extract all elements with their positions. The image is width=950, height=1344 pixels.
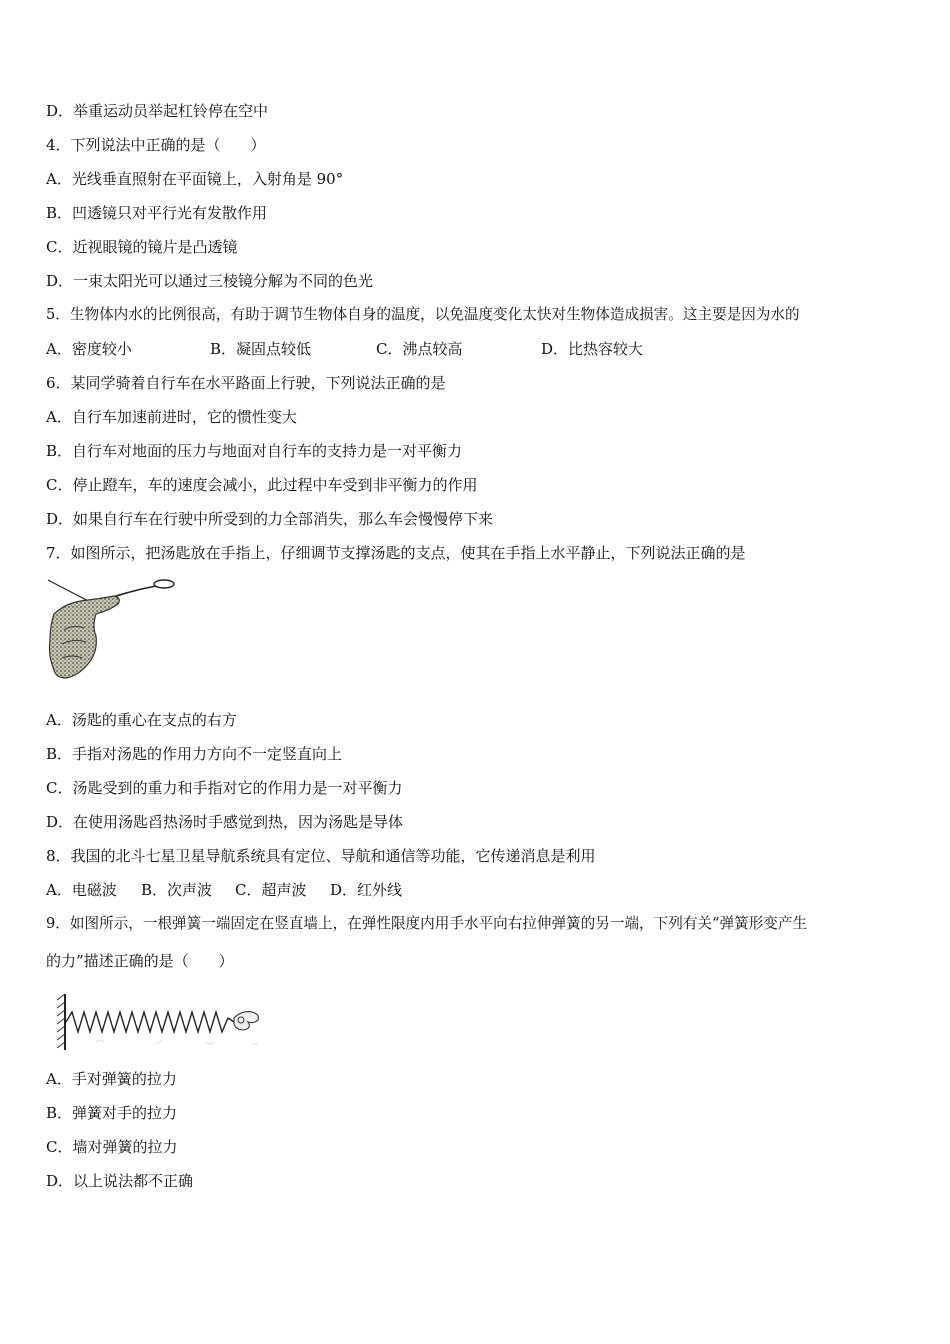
q4-option-c: C．近视眼镜的镜片是凸透镜	[46, 238, 238, 256]
q8-option-b: B．次声波	[141, 881, 213, 899]
q9-option-b: B．弹簧对手的拉力	[46, 1104, 178, 1122]
q8-option-d: D．红外线	[330, 881, 403, 899]
q5-stem: 5．生物体内水的比例很高，有助于调节生物体自身的温度，以免温度变化太快对生物体造成损害。这主要是因为水的	[46, 306, 800, 323]
q7-option-d: D．在使用汤匙舀热汤时手感觉到热，因为汤匙是导体	[46, 813, 404, 831]
q9-option-c: C．墙对弹簧的拉力	[46, 1138, 178, 1156]
q8-option-c: C．超声波	[235, 881, 307, 899]
q5-option-d: D．比热容较大	[541, 340, 644, 358]
q9-stem-line1: 9．如图所示，一根弹簧一端固定在竖直墙上，在弹性限度内用手水平向右拉伸弹簧的另一端，下列有关“弹簧形变产生	[46, 915, 808, 932]
q6-option-d: D．如果自行车在行驶中所受到的力全部消失，那么车会慢慢停下来	[46, 510, 494, 528]
q6-stem: 6．某同学骑着自行车在水平路面上行驶，下列说法正确的是	[46, 374, 446, 392]
q9-option-d: D．以上说法都不正确	[46, 1172, 194, 1190]
q8-stem: 8．我国的北斗七星卫星导航系统具有定位、导航和通信等功能，它传递消息是利用	[46, 847, 596, 865]
q3-option-d: D．举重运动员举起杠铃停在空中	[46, 102, 269, 120]
q5-option-a: A．密度较小	[46, 340, 132, 358]
q8-option-a: A．电磁波	[46, 881, 117, 899]
q9-option-a: A．手对弹簧的拉力	[46, 1070, 177, 1088]
q7-option-a: A．汤匙的重心在支点的右方	[46, 711, 237, 729]
q7-stem: 7．如图所示，把汤匙放在手指上，仔细调节支撑汤匙的支点，使其在手指上水平静止，下列说法正确的是	[46, 544, 746, 562]
q6-option-b: B．自行车对地面的压力与地面对自行车的支持力是一对平衡力	[46, 442, 463, 460]
q5-option-b: B．凝固点较低	[210, 340, 312, 358]
q4-option-d: D．一束太阳光可以通过三棱镜分解为不同的色光	[46, 272, 374, 290]
q4-stem: 4．下列说法中正确的是（ ）	[46, 136, 266, 154]
q6-option-a: A．自行车加速前进时，它的惯性变大	[46, 408, 297, 426]
q7-option-b: B．手指对汤匙的作用力方向不一定竖直向上	[46, 745, 343, 763]
q4-option-b: B．凹透镜只对平行光有发散作用	[46, 204, 268, 222]
q5-option-c: C．沸点较高	[376, 340, 463, 358]
q9-stem-line2: 的力”描述正确的是（ ）	[46, 952, 234, 970]
q6-option-c: C．停止蹬车，车的速度会减小，此过程中车受到非平衡力的作用	[46, 476, 478, 494]
q7-option-c: C．汤匙受到的重力和手指对它的作用力是一对平衡力	[46, 779, 403, 797]
wall-spring-hand-figure-icon	[56, 990, 266, 1052]
q4-option-a: A．光线垂直照射在平面镜上，入射角是 90°	[46, 170, 344, 188]
hand-spoon-figure-icon	[44, 574, 178, 682]
